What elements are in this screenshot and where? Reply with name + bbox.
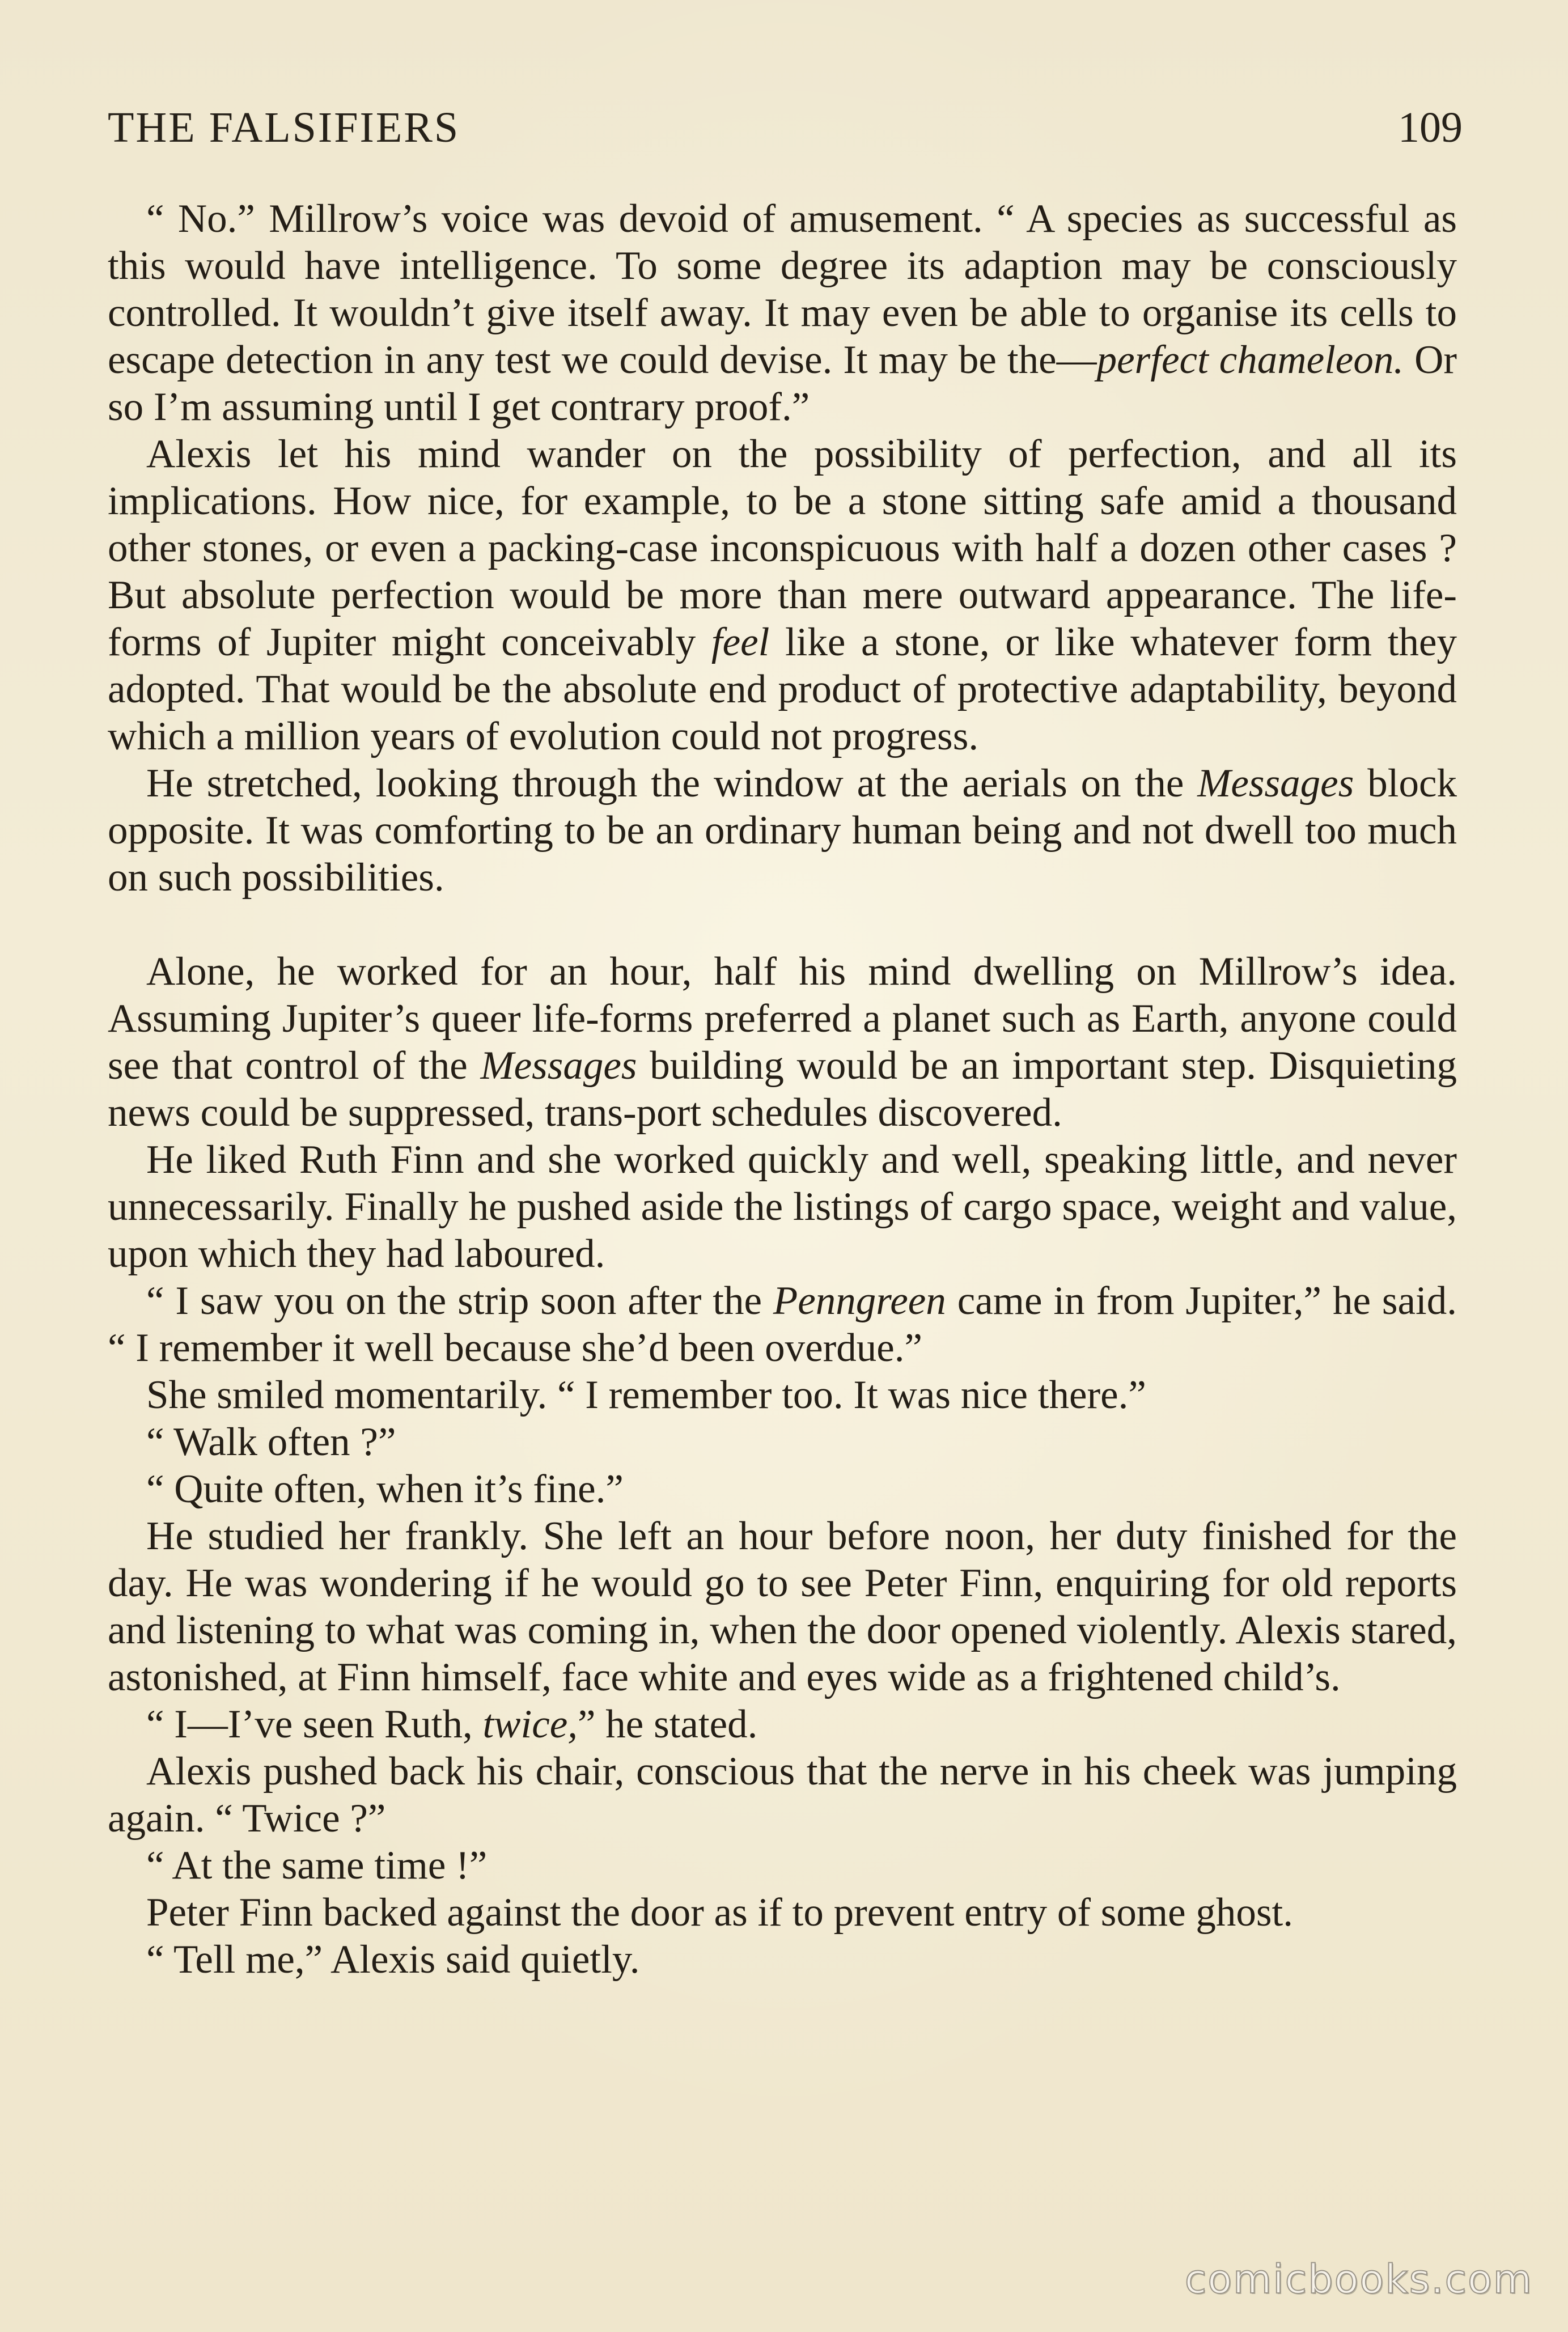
italic-text: twice, — [482, 1702, 578, 1746]
body-text — [108, 196, 1457, 1983]
text-run: building would be an important step. Disquieting news could be suppressed, trans-port schedules discovered. — [108, 1044, 1457, 1135]
paragraph — [108, 1889, 1457, 1936]
paragraph — [108, 1466, 1457, 1513]
paragraph — [108, 1137, 1457, 1278]
paragraph — [108, 1748, 1457, 1842]
text-run: He studied her frankly. She left an hour before noon, her duty finished for the day. He was wondering if he would go to see Peter Finn, enquiring for old reports and listening to what was coming in, when the door opened violently. Alexis stared, astonished, at Finn himself, face white and eyes wide as a frightened child’s. — [108, 1514, 1457, 1699]
paragraph — [108, 1936, 1457, 1983]
text-run: came in from Jupiter,” he said. “ I remember it well because she’d been overdue.” — [108, 1279, 1457, 1370]
text-run: “ I—I’ve seen Ruth, — [146, 1702, 483, 1746]
text-run: like a stone, or like whatever form they adopted. That would be the absolute end product of protective adaptability, beyond which a million years of evolution could not progress. — [108, 620, 1457, 758]
text-run: “ I saw you on the strip soon after the — [146, 1279, 773, 1323]
paragraph — [108, 948, 1457, 1137]
paragraph — [108, 760, 1457, 901]
text-run: “ Quite often, when it’s fine.” — [146, 1467, 624, 1511]
paragraph — [108, 1842, 1457, 1889]
text-run: block opposite. It was comforting to be an ordinary human being and not dwell too much on such possibilities. — [108, 761, 1457, 900]
paragraph — [108, 196, 1457, 431]
text-run: He liked Ruth Finn and she worked quickly and well, speaking little, and never unnecessarily. Finally he pushed aside the listings of cargo space, weight and value, upon which they had laboured. — [108, 1138, 1457, 1276]
text-run: Alexis pushed back his chair, conscious that the nerve in his cheek was jumping again. “ Twice ?” — [108, 1749, 1457, 1841]
paragraph — [108, 431, 1457, 760]
text-run: Peter Finn backed against the door as if to prevent entry of some ghost. — [146, 1890, 1294, 1935]
paragraph — [108, 1513, 1457, 1701]
page-number: 109 — [1398, 104, 1463, 151]
text-run: “ Walk often ?” — [146, 1420, 396, 1464]
italic-text: Penngreen — [773, 1279, 946, 1323]
running-title: THE FALSIFIERS — [108, 104, 460, 151]
italic-text: perfect chameleon. — [1096, 338, 1404, 382]
text-run: He stretched, looking through the window at the aerials on the — [146, 761, 1198, 805]
paragraph — [108, 1278, 1457, 1372]
text-run: Alone, he worked for an hour, half his mind dwelling on Millrow’s idea. Assuming Jupiter’s queer life-forms preferred a planet such as Earth, anyone could see that control of the — [108, 949, 1457, 1088]
text-run: “ Tell me,” Alexis said quietly. — [146, 1937, 640, 1982]
watermark: comicbooks.com — [1184, 2256, 1533, 2303]
text-run: Or so I’m assuming until I get contrary proof.” — [108, 338, 1457, 429]
italic-text: Messages — [1197, 761, 1354, 805]
text-run: “ No.” Millrow’s voice was devoid of amusement. “ A species as successful as this would have intelligence. To some degree its adaption may be consciously controlled. It wouldn’t give itself away. It may even be able to organise its cells to escape detection in any test we could devise. It may be the— — [108, 197, 1457, 382]
text-run: Alexis let his mind wander on the possibility of perfection, and all its implications. How nice, for example, to be a stone sitting safe amid a thousand other stones, or even a packing-case inconspicuous with half a dozen other cases ? But absolute perfection would be more than mere outward appearance. The life-forms of Jupiter might conceivably — [108, 432, 1457, 664]
italic-text: Messages — [480, 1044, 637, 1088]
italic-text: feel — [711, 620, 770, 664]
paragraph — [108, 1419, 1457, 1466]
paragraph — [108, 1372, 1457, 1419]
paragraph — [108, 1701, 1457, 1748]
text-run: She smiled momentarily. “ I remember too. It was nice there.” — [146, 1373, 1146, 1417]
text-run: ” he stated. — [578, 1702, 758, 1746]
page-header — [108, 96, 1463, 159]
text-run: “ At the same time !” — [146, 1843, 488, 1888]
